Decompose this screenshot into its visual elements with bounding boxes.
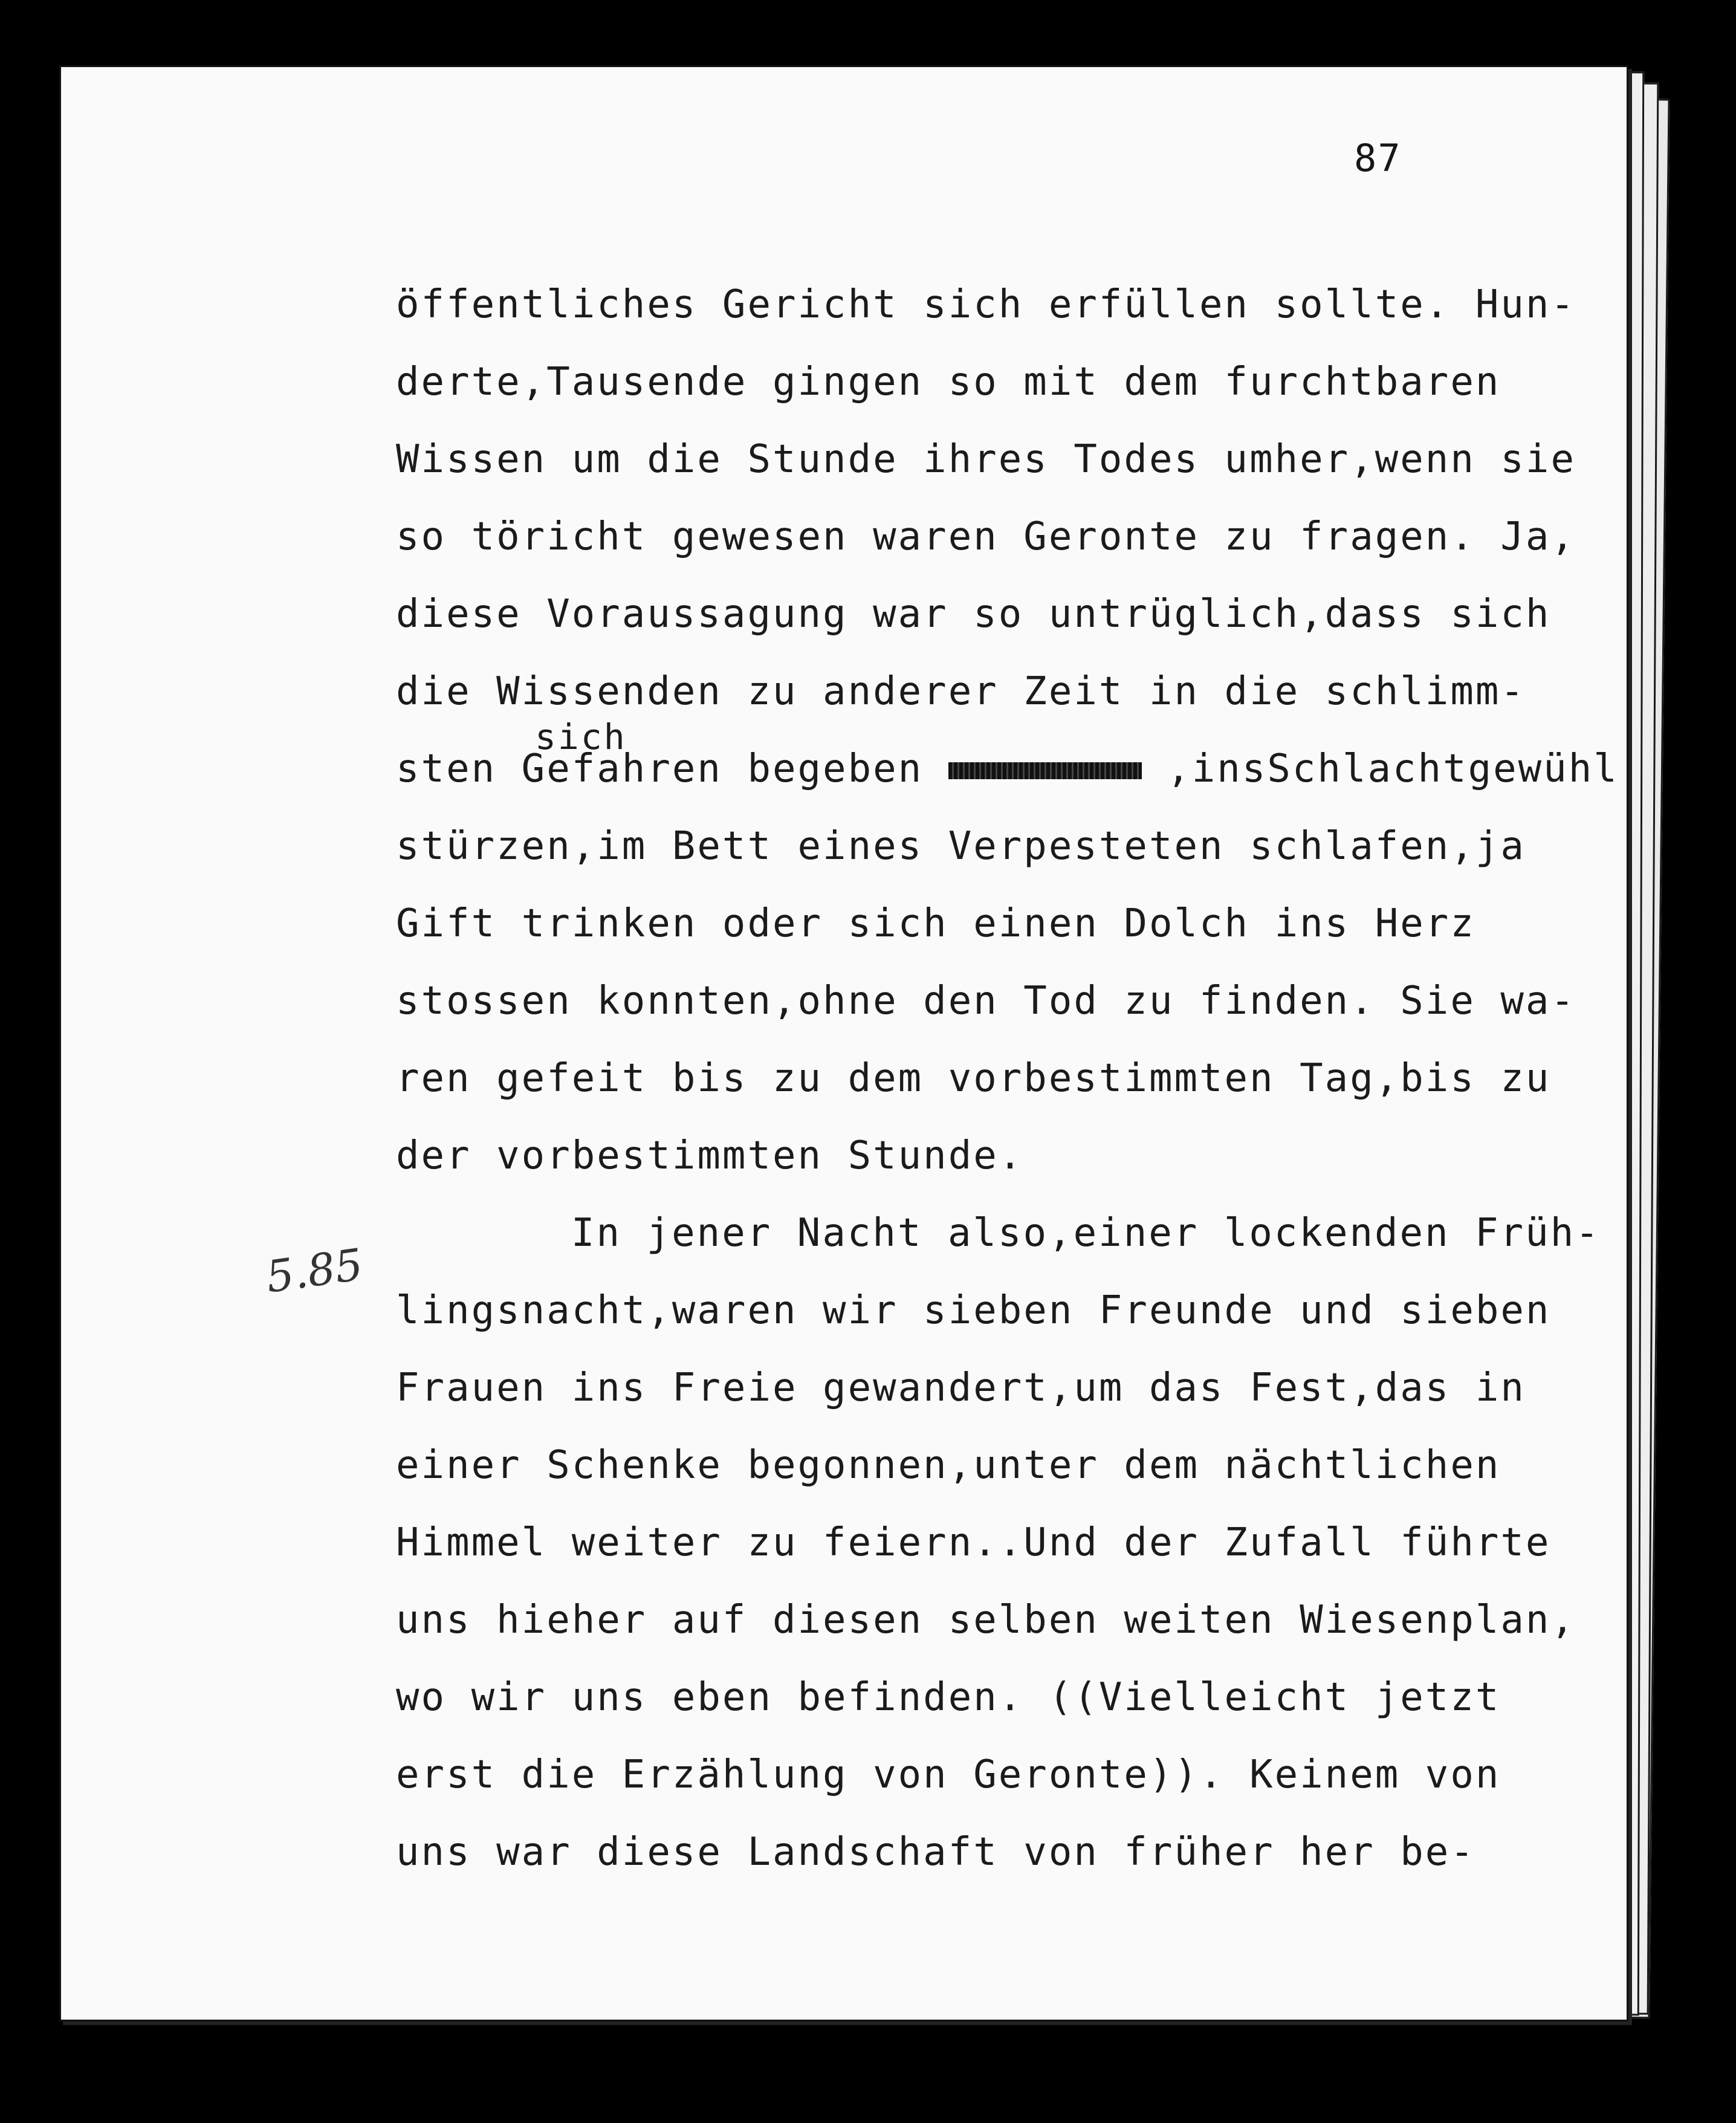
text-line: die Wissenden zu anderer Zeit in die schlimm- — [396, 669, 1526, 714]
text-segment: sten Gefahren begeben — [396, 747, 924, 791]
text-line: einer Schenke begonnen,unter dem nächtlichen — [396, 1443, 1501, 1488]
handwritten-margin-note: 5.85 — [262, 1239, 366, 1303]
text-line: so töricht gewesen waren Geronte zu fragen. Ja, — [396, 514, 1576, 559]
page-number: 87 — [1354, 136, 1402, 180]
text-line: derte,Tausende gingen so mit dem furchtbaren — [396, 360, 1501, 404]
text-line: diese Voraussagung war so untrüglich,dass sich — [396, 592, 1551, 637]
text-line: öffentliches Gericht sich erfüllen sollte. Hun- — [396, 282, 1576, 327]
text-line: Himmel weiter zu feiern..Und der Zufall führte — [396, 1520, 1551, 1565]
text-line: Gift trinken oder sich einen Dolch ins Herz — [396, 901, 1475, 946]
text-segment: ,insSchlachtgewühl — [1167, 747, 1619, 791]
text-line: stossen konnten,ohne den Tod zu finden. Sie wa- — [396, 979, 1576, 1023]
text-line: lingsnacht,waren wir sieben Freunde und sieben — [396, 1288, 1551, 1333]
text-line: uns war diese Landschaft von früher her be- — [396, 1830, 1475, 1875]
handwritten-insertion: sich — [535, 716, 627, 757]
paragraph-start-line: In jener Nacht also,einer lockenden Früh- — [571, 1211, 1601, 1256]
text-line: uns hieher auf diesen selben weiten Wiesenplan, — [396, 1598, 1576, 1642]
text-line: der vorbestimmten Stunde. — [396, 1133, 1024, 1178]
struck-out-word — [948, 762, 1142, 779]
text-line: ren gefeit bis zu dem vorbestimmten Tag,bis zu — [396, 1056, 1551, 1101]
typewritten-body — [396, 266, 1619, 1891]
text-line: erst die Erzählung von Geronte)). Keinem von — [396, 1752, 1501, 1797]
text-line: wo wir uns eben befinden. ((Vielleicht jetzt — [396, 1675, 1501, 1720]
text-line: stürzen,im Bett eines Verpesteten schlafen,ja — [396, 824, 1526, 869]
text-line-with-strikeout — [396, 730, 1619, 808]
text-line: Frauen ins Freie gewandert,um das Fest,das in — [396, 1366, 1526, 1410]
text-line: Wissen um die Stunde ihres Todes umher,wenn sie — [396, 437, 1576, 482]
